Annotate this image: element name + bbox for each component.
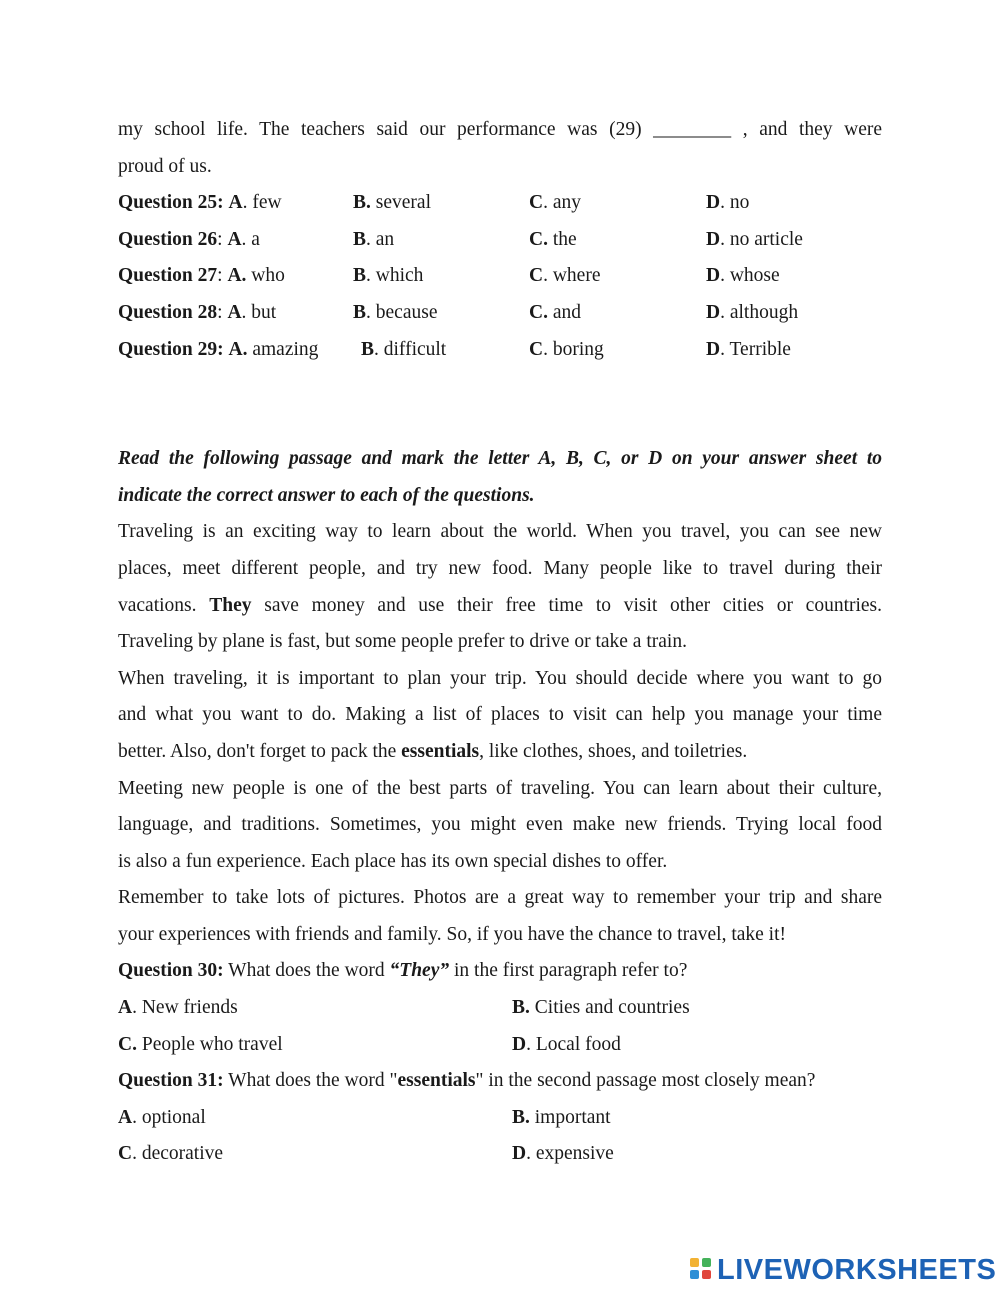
liveworksheets-logo-text: LIVEWORKSHEETS: [717, 1253, 997, 1286]
question-text: What does the word ": [228, 1070, 398, 1092]
passage-line: [118, 551, 882, 588]
question-26-option-d[interactable]: D. no article: [706, 228, 803, 250]
section-spacer: [118, 368, 882, 441]
option-text: several: [375, 192, 431, 214]
question-29-option-d[interactable]: D. Terrible: [706, 338, 791, 360]
option-text: no article: [729, 228, 803, 250]
question-label: Question 27: [118, 265, 218, 287]
option-letter: B.: [512, 997, 530, 1019]
option-text: important: [534, 1106, 611, 1128]
question-label: Question 26: [118, 228, 218, 250]
question-27-option-c[interactable]: C. where: [529, 265, 601, 287]
question-25-option-d[interactable]: D. no: [706, 192, 750, 214]
question-28-option-d[interactable]: D. although: [706, 301, 799, 323]
worksheet-page: [118, 112, 882, 1173]
option-text: decorative: [141, 1143, 224, 1165]
question-30-options-row-1: [118, 990, 882, 1027]
option-letter: A: [228, 192, 243, 214]
option-letter: A: [118, 1106, 133, 1128]
question-31-stem: [118, 1063, 882, 1100]
question-27-option-a[interactable]: Question 27: A. who: [118, 265, 285, 287]
option-text: New friends: [141, 997, 238, 1019]
passage-text: Meeting new people is one of the best parts of traveling. You can learn about their culture,: [118, 777, 882, 799]
option-text: Terrible: [729, 338, 791, 360]
option-letter: B: [353, 228, 367, 250]
option-text: boring: [552, 338, 604, 360]
option-letter: D: [512, 1033, 527, 1055]
question-25-option-a[interactable]: Question 25: A. few: [118, 192, 282, 214]
passage-line: [118, 807, 882, 844]
option-letter: A: [227, 301, 242, 323]
question-25-row: [118, 185, 882, 222]
passage-line: [118, 880, 882, 917]
question-text: What does the word: [228, 960, 385, 982]
liveworksheets-logo-icon: [690, 1258, 714, 1282]
option-letter: C.: [529, 228, 548, 250]
option-text: no: [729, 192, 750, 214]
question-26-option-a[interactable]: Question 26: A. a: [118, 228, 260, 250]
instruction-line-1-text: Read the following passage and mark the letter A, B, C, or D on your answer sheet to: [118, 448, 882, 470]
passage-text: save money and use their free time to visit other cities or countries.: [264, 594, 883, 616]
question-label: Question 29:: [118, 338, 224, 360]
option-text: any: [552, 192, 581, 214]
option-letter: B: [353, 265, 367, 287]
question-31-option-c[interactable]: C. decorative: [118, 1143, 224, 1165]
option-text: Cities and countries: [534, 997, 690, 1019]
quoted-word: essentials: [397, 1070, 476, 1092]
question-27-option-d[interactable]: D. whose: [706, 265, 780, 287]
passage-line: [118, 661, 882, 698]
option-text: an: [375, 228, 395, 250]
question-31-option-d[interactable]: D. expensive: [512, 1143, 614, 1165]
question-31-option-b[interactable]: [512, 1100, 611, 1137]
question-29-row: [118, 332, 882, 369]
option-text: People who travel: [141, 1033, 283, 1055]
question-label: Question 30:: [118, 960, 224, 982]
passage-text: When traveling, it is important to plan your trip. You should decide where you want to go: [118, 667, 882, 689]
passage-line: your experiences with friends and family. So, if you have the chance to travel, take it!: [118, 923, 786, 945]
passage-text: vacations.: [118, 594, 197, 616]
option-letter: A.: [227, 265, 247, 287]
option-text: where: [552, 265, 601, 287]
question-25-option-c[interactable]: C. any: [529, 192, 581, 214]
question-28-option-c[interactable]: [529, 295, 581, 332]
option-text: optional: [141, 1106, 206, 1128]
intro-line-1-text: my school life. The teachers said our performance was (29) ________ , and they were: [118, 119, 882, 140]
option-text: difficult: [383, 338, 447, 360]
option-text: whose: [729, 265, 780, 287]
quoted-word: “They”: [389, 960, 450, 982]
passage-text: places, meet different people, and try new food. Many people like to travel during their: [118, 557, 882, 579]
question-30-stem: [118, 953, 882, 990]
question-text: in the first paragraph refer to?: [454, 960, 688, 982]
question-29-option-c[interactable]: C. boring: [529, 338, 604, 360]
instruction-line-1: [118, 441, 882, 478]
option-letter: C.: [118, 1033, 137, 1055]
question-label: Question 28: [118, 301, 218, 323]
option-letter: A.: [228, 338, 248, 360]
passage-line: [118, 514, 882, 551]
option-letter: C: [529, 265, 544, 287]
option-letter: D: [706, 265, 721, 287]
passage-text: language, and traditions. Sometimes, you might even make new friends. Trying local food: [118, 814, 882, 836]
option-text: and: [552, 301, 581, 323]
option-text: few: [252, 192, 282, 214]
highlighted-word-essentials: essentials: [401, 740, 480, 762]
question-label: Question 25:: [118, 192, 224, 214]
option-letter: B: [353, 301, 367, 323]
passage-line: is also a fun experience. Each place has its own special dishes to offer.: [118, 850, 668, 872]
option-text: because: [375, 301, 438, 323]
option-letter: B: [361, 338, 375, 360]
passage-line: [118, 734, 882, 771]
question-27-option-b[interactable]: B. which: [353, 265, 424, 287]
question-26-option-b[interactable]: B. an: [353, 228, 395, 250]
question-26-row: [118, 222, 882, 259]
option-letter: B.: [512, 1106, 530, 1128]
question-text: " in the second passage most closely mean?: [475, 1070, 816, 1092]
option-letter: C.: [529, 301, 548, 323]
passage-line: [118, 697, 882, 734]
passage-text: Traveling is an exciting way to learn about the world. When you travel, you can see new: [118, 521, 882, 543]
instruction-line-2: indicate the correct answer to each of the questions.: [118, 484, 535, 506]
question-28-option-b[interactable]: B. because: [353, 301, 438, 323]
question-30-option-b[interactable]: [512, 990, 690, 1027]
option-letter: D: [706, 228, 721, 250]
question-30-option-d[interactable]: D. Local food: [512, 1033, 621, 1055]
option-letter: A: [118, 997, 133, 1019]
intro-line-1: [118, 112, 882, 149]
option-text: who: [251, 265, 285, 287]
option-text: Local food: [535, 1033, 621, 1055]
option-letter: D: [706, 338, 721, 360]
question-25-option-b[interactable]: [353, 185, 431, 222]
passage-line: [118, 771, 882, 808]
passage-line: Traveling by plane is fast, but some people prefer to drive or take a train.: [118, 631, 687, 653]
option-letter: D: [512, 1143, 527, 1165]
option-letter: C: [529, 192, 544, 214]
option-letter: B.: [353, 192, 371, 214]
liveworksheets-logo[interactable]: [690, 1253, 996, 1287]
question-28-row: [118, 295, 882, 332]
question-31-options-row-2: [118, 1136, 882, 1173]
option-letter: D: [706, 301, 721, 323]
question-27-row: [118, 258, 882, 295]
option-text: which: [375, 265, 424, 287]
option-letter: A: [227, 228, 242, 250]
question-29-option-b[interactable]: B. difficult: [361, 338, 447, 360]
option-text: but: [251, 301, 277, 323]
passage-text: Remember to take lots of pictures. Photos are a great way to remember your trip and share: [118, 887, 882, 909]
option-letter: C: [118, 1143, 133, 1165]
question-26-option-c[interactable]: [529, 222, 577, 259]
question-29-option-a[interactable]: [118, 332, 318, 369]
passage-line: [118, 588, 882, 625]
option-text: although: [729, 301, 799, 323]
option-text: the: [552, 228, 577, 250]
option-text: expensive: [535, 1143, 614, 1165]
question-30-option-c[interactable]: [118, 1027, 283, 1064]
passage-text: and what you want to do. Making a list of places to visit can help you manage your time: [118, 704, 882, 726]
option-letter: D: [706, 192, 721, 214]
question-30-option-a[interactable]: A. New friends: [118, 997, 238, 1019]
passage-text: , like clothes, shoes, and toiletries.: [479, 740, 748, 762]
question-31-options-row-1: [118, 1100, 882, 1137]
passage-text: better. Also, don't forget to pack the: [118, 740, 397, 762]
highlighted-word-they: They: [209, 594, 252, 616]
question-31-option-a[interactable]: A. optional: [118, 1106, 206, 1128]
question-label: Question 31:: [118, 1070, 224, 1092]
intro-line-2: proud of us.: [118, 155, 212, 177]
option-text: amazing: [252, 338, 319, 360]
option-letter: C: [529, 338, 544, 360]
question-30-options-row-2: [118, 1027, 882, 1064]
question-28-option-a[interactable]: Question 28: A. but: [118, 301, 277, 323]
option-text: a: [251, 228, 260, 250]
